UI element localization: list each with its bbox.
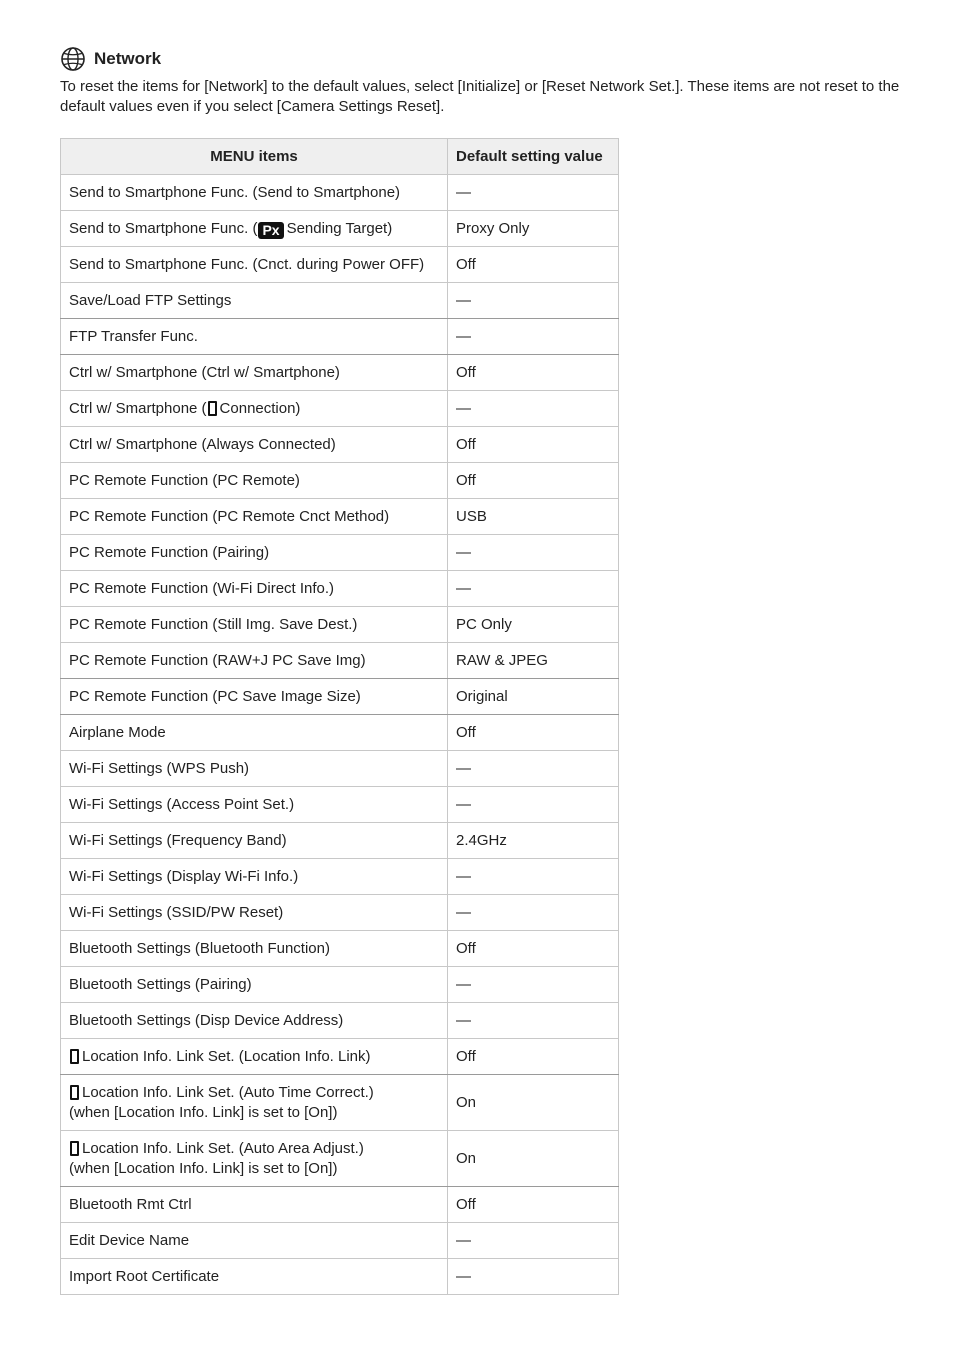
menu-item-cell: Wi-Fi Settings (Access Point Set.) bbox=[61, 787, 448, 823]
menu-item-cell: Bluetooth Settings (Pairing) bbox=[61, 967, 448, 1003]
column-header-default-value: Default setting value bbox=[448, 139, 619, 175]
table-row bbox=[61, 1075, 619, 1131]
default-value-cell: — bbox=[448, 1003, 619, 1039]
menu-item-cell: PC Remote Function (PC Save Image Size) bbox=[61, 679, 448, 715]
default-value-cell: Off bbox=[448, 1039, 619, 1075]
menu-item-label: Location Info. Link Set. (Location Info. Link) bbox=[82, 1047, 371, 1065]
menu-item-condition: (when [Location Info. Link] is set to [On]) bbox=[69, 1103, 338, 1121]
default-value-cell: — bbox=[448, 391, 619, 427]
menu-item-cell: Ctrl w/ Smartphone (Always Connected) bbox=[61, 427, 448, 463]
menu-item-cell: PC Remote Function (PC Remote Cnct Method) bbox=[61, 499, 448, 535]
table-row bbox=[61, 1187, 619, 1223]
table-row bbox=[61, 1039, 619, 1075]
table-row bbox=[61, 571, 619, 607]
menu-item-cell: Send to Smartphone Func. (Send to Smartphone) bbox=[61, 175, 448, 211]
table-row bbox=[61, 859, 619, 895]
default-value-cell: — bbox=[448, 787, 619, 823]
menu-item-cell: Save/Load FTP Settings bbox=[61, 283, 448, 319]
table-row bbox=[61, 715, 619, 751]
table-row bbox=[61, 931, 619, 967]
default-value-cell: Off bbox=[448, 931, 619, 967]
menu-item-cell: PC Remote Function (Pairing) bbox=[61, 535, 448, 571]
menu-item-cell: Import Root Certificate bbox=[61, 1259, 448, 1295]
table-row bbox=[61, 1223, 619, 1259]
default-value-cell: — bbox=[448, 571, 619, 607]
menu-item-condition: (when [Location Info. Link] is set to [On]) bbox=[69, 1159, 338, 1177]
default-value-cell: — bbox=[448, 1223, 619, 1259]
default-value-cell: Off bbox=[448, 715, 619, 751]
smartphone-icon bbox=[70, 1049, 79, 1064]
table-header-row bbox=[61, 139, 619, 175]
menu-item-cell bbox=[61, 211, 448, 247]
smartphone-icon bbox=[70, 1085, 79, 1100]
menu-item-cell: PC Remote Function (Wi-Fi Direct Info.) bbox=[61, 571, 448, 607]
default-value-cell: 2.4GHz bbox=[448, 823, 619, 859]
default-value-cell: On bbox=[448, 1131, 619, 1187]
default-value-cell: Original bbox=[448, 679, 619, 715]
table-row bbox=[61, 463, 619, 499]
menu-item-cell: Wi-Fi Settings (SSID/PW Reset) bbox=[61, 895, 448, 931]
default-value-cell: — bbox=[448, 175, 619, 211]
menu-item-cell: Wi-Fi Settings (Frequency Band) bbox=[61, 823, 448, 859]
section-heading bbox=[60, 46, 161, 72]
table-row bbox=[61, 967, 619, 1003]
table-row bbox=[61, 247, 619, 283]
table-row bbox=[61, 211, 619, 247]
menu-item-cell bbox=[61, 1039, 448, 1075]
default-value-cell: — bbox=[448, 895, 619, 931]
menu-item-cell: PC Remote Function (RAW+J PC Save Img) bbox=[61, 643, 448, 679]
menu-item-cell: Ctrl w/ Smartphone (Ctrl w/ Smartphone) bbox=[61, 355, 448, 391]
default-value-cell: Off bbox=[448, 463, 619, 499]
table-row bbox=[61, 427, 619, 463]
default-value-cell: — bbox=[448, 859, 619, 895]
table-row bbox=[61, 535, 619, 571]
table-row bbox=[61, 1131, 619, 1187]
default-value-cell: RAW & JPEG bbox=[448, 643, 619, 679]
default-value-cell: Off bbox=[448, 355, 619, 391]
menu-item-cell: Wi-Fi Settings (WPS Push) bbox=[61, 751, 448, 787]
table-row bbox=[61, 319, 619, 355]
default-value-cell: Off bbox=[448, 247, 619, 283]
default-value-cell: — bbox=[448, 751, 619, 787]
table-row bbox=[61, 499, 619, 535]
default-value-cell: Proxy Only bbox=[448, 211, 619, 247]
table-row bbox=[61, 1259, 619, 1295]
smartphone-icon bbox=[70, 1141, 79, 1156]
column-header-menu-items: MENU items bbox=[61, 139, 448, 175]
table-row bbox=[61, 391, 619, 427]
menu-item-cell: Bluetooth Settings (Disp Device Address) bbox=[61, 1003, 448, 1039]
menu-item-cell: PC Remote Function (PC Remote) bbox=[61, 463, 448, 499]
menu-item-label: Send to Smartphone Func. ( bbox=[69, 219, 258, 237]
menu-item-cell: Airplane Mode bbox=[61, 715, 448, 751]
menu-item-label: Location Info. Link Set. (Auto Area Adjust.) bbox=[82, 1139, 364, 1157]
default-value-cell: Off bbox=[448, 427, 619, 463]
table-row bbox=[61, 175, 619, 211]
menu-item-cell: Edit Device Name bbox=[61, 1223, 448, 1259]
menu-item-label: Location Info. Link Set. (Auto Time Correct.) bbox=[82, 1083, 374, 1101]
table-row bbox=[61, 679, 619, 715]
default-value-cell: — bbox=[448, 967, 619, 1003]
menu-item-cell: FTP Transfer Func. bbox=[61, 319, 448, 355]
table-row bbox=[61, 895, 619, 931]
default-value-cell: — bbox=[448, 319, 619, 355]
menu-item-cell: Bluetooth Rmt Ctrl bbox=[61, 1187, 448, 1223]
table-row bbox=[61, 787, 619, 823]
menu-item-label: Sending Target) bbox=[286, 219, 393, 237]
smartphone-icon bbox=[208, 401, 217, 416]
default-value-cell: — bbox=[448, 535, 619, 571]
table-row bbox=[61, 643, 619, 679]
table-row bbox=[61, 1003, 619, 1039]
default-value-cell: On bbox=[448, 1075, 619, 1131]
menu-item-cell bbox=[61, 391, 448, 427]
table-row bbox=[61, 607, 619, 643]
table-row bbox=[61, 823, 619, 859]
menu-item-cell bbox=[61, 1131, 448, 1187]
menu-item-label: Ctrl w/ Smartphone ( bbox=[69, 399, 207, 417]
default-settings-table bbox=[60, 138, 619, 1295]
proxy-badge: Px bbox=[258, 222, 283, 239]
menu-item-cell: Bluetooth Settings (Bluetooth Function) bbox=[61, 931, 448, 967]
table-row bbox=[61, 283, 619, 319]
default-value-cell: PC Only bbox=[448, 607, 619, 643]
default-value-cell: — bbox=[448, 1259, 619, 1295]
menu-item-cell: Send to Smartphone Func. (Cnct. during Power OFF) bbox=[61, 247, 448, 283]
table-row bbox=[61, 751, 619, 787]
menu-item-cell: PC Remote Function (Still Img. Save Dest.) bbox=[61, 607, 448, 643]
default-value-cell: Off bbox=[448, 1187, 619, 1223]
menu-item-cell bbox=[61, 1075, 448, 1131]
default-value-cell: — bbox=[448, 283, 619, 319]
default-value-cell: USB bbox=[448, 499, 619, 535]
menu-item-label: Connection) bbox=[219, 399, 301, 417]
globe-icon bbox=[60, 46, 86, 72]
menu-item-cell: Wi-Fi Settings (Display Wi-Fi Info.) bbox=[61, 859, 448, 895]
table-row bbox=[61, 355, 619, 391]
intro-paragraph: To reset the items for [Network] to the default values, select [Initialize] or [Reset Network Set.]. These items are not reset to the default values even if you select [Camera Settings Reset]. bbox=[60, 78, 900, 115]
section-title: Network bbox=[94, 49, 162, 68]
